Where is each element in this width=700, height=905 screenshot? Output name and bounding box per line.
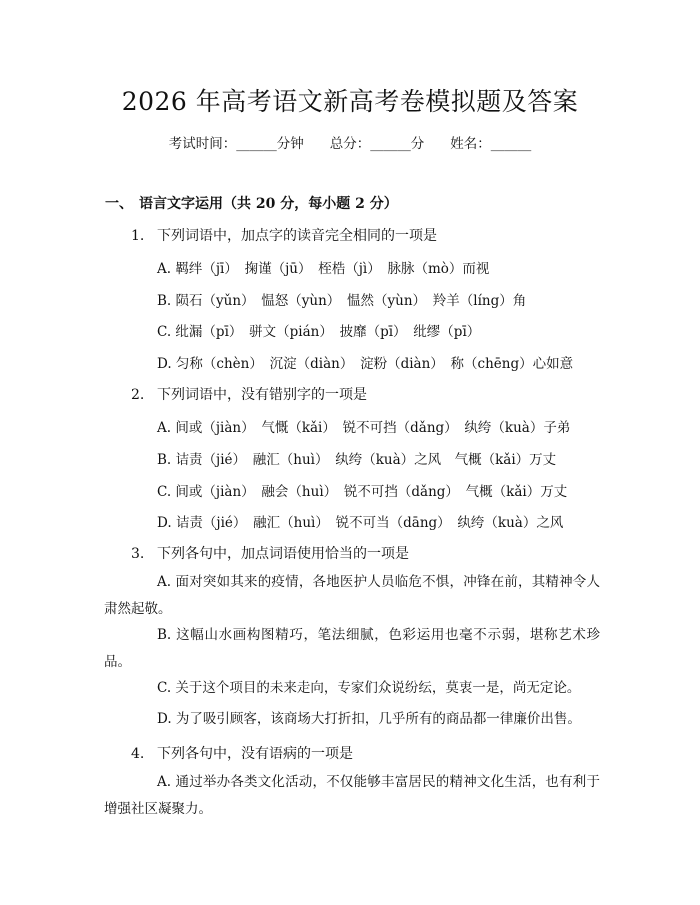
question-text: 下列各句中，加点词语使用恰当的一项是 bbox=[157, 546, 409, 562]
question-text: 下列各句中，没有语病的一项是 bbox=[157, 746, 353, 762]
question-text: 下列词语中，加点字的读音完全相同的一项是 bbox=[157, 228, 437, 244]
option: B. 陨石（yǔn） 愠怒（yùn） 愠然（yùn） 羚羊（líng）角 bbox=[157, 293, 527, 309]
total-score-field: 总分：______分 bbox=[329, 136, 425, 152]
option: C. 间或（jiàn） 融会（huì） 锐不可挡（dǎng） 气概（kǎi）万丈 bbox=[157, 484, 568, 500]
option: A. 通过举办各类文化活动，不仅能够丰富居民的精神文化生活，也有利于增强社区凝聚力。 bbox=[104, 774, 600, 817]
question-stem bbox=[131, 384, 367, 404]
question-number: 1. bbox=[131, 228, 145, 244]
section-heading bbox=[105, 193, 398, 213]
exam-time-field: 考试时间：______分钟 bbox=[168, 136, 304, 152]
question-number: 3. bbox=[131, 546, 145, 562]
question-stem bbox=[131, 543, 409, 563]
page-title: 2026 年高考语文新高考卷模拟题及答案 bbox=[121, 87, 579, 116]
question-stem bbox=[131, 225, 437, 245]
option: B. 这幅山水画构图精巧，笔法细腻，色彩运用也毫不示弱，堪称艺术珍品。 bbox=[104, 627, 600, 670]
question-number: 2. bbox=[131, 387, 145, 403]
option: C. 纰漏（pī） 骈文（pián） 披靡（pī） 纰缪（pī） bbox=[157, 324, 481, 340]
option: B. 诘责（jié） 融汇（huì） 纨绔（kuà）之风 气概（kǎi）万丈 bbox=[157, 452, 557, 468]
option: D. 为了吸引顾客，该商场大打折扣，几乎所有的商品都一律廉价出售。 bbox=[157, 711, 581, 727]
question-number: 4. bbox=[131, 746, 145, 762]
option: A. 羁绊（jī） 掬谨（jū） 桎梏（jì） 脉脉（mò）而视 bbox=[157, 261, 490, 277]
question-text: 下列词语中，没有错别字的一项是 bbox=[157, 387, 367, 403]
option: C. 关于这个项目的未来走向，专家们众说纷纭，莫衷一是，尚无定论。 bbox=[157, 680, 581, 696]
option: D. 诘责（jié） 融汇（huì） 锐不可当（dāng） 纨绔（kuà）之风 bbox=[157, 515, 564, 531]
student-name-field: 姓名：______ bbox=[450, 136, 532, 152]
exam-info-line bbox=[0, 132, 700, 152]
question-stem bbox=[131, 743, 353, 763]
option: A. 间或（jiàn） 气慨（kǎi） 锐不可挡（dǎng） 纨绔（kuà）子弟 bbox=[157, 420, 571, 436]
option: D. 匀称（chèn） 沉淀（diàn） 淀粉（diàn） 称（chēng）心如意 bbox=[157, 356, 574, 372]
section-number: 一、 bbox=[105, 196, 133, 212]
section-title: 语言文字运用（共 20 分，每小题 2 分） bbox=[139, 196, 398, 212]
option: A. 面对突如其来的疫情，各地医护人员临危不惧，冲锋在前，其精神令人肃然起敬。 bbox=[104, 574, 600, 617]
